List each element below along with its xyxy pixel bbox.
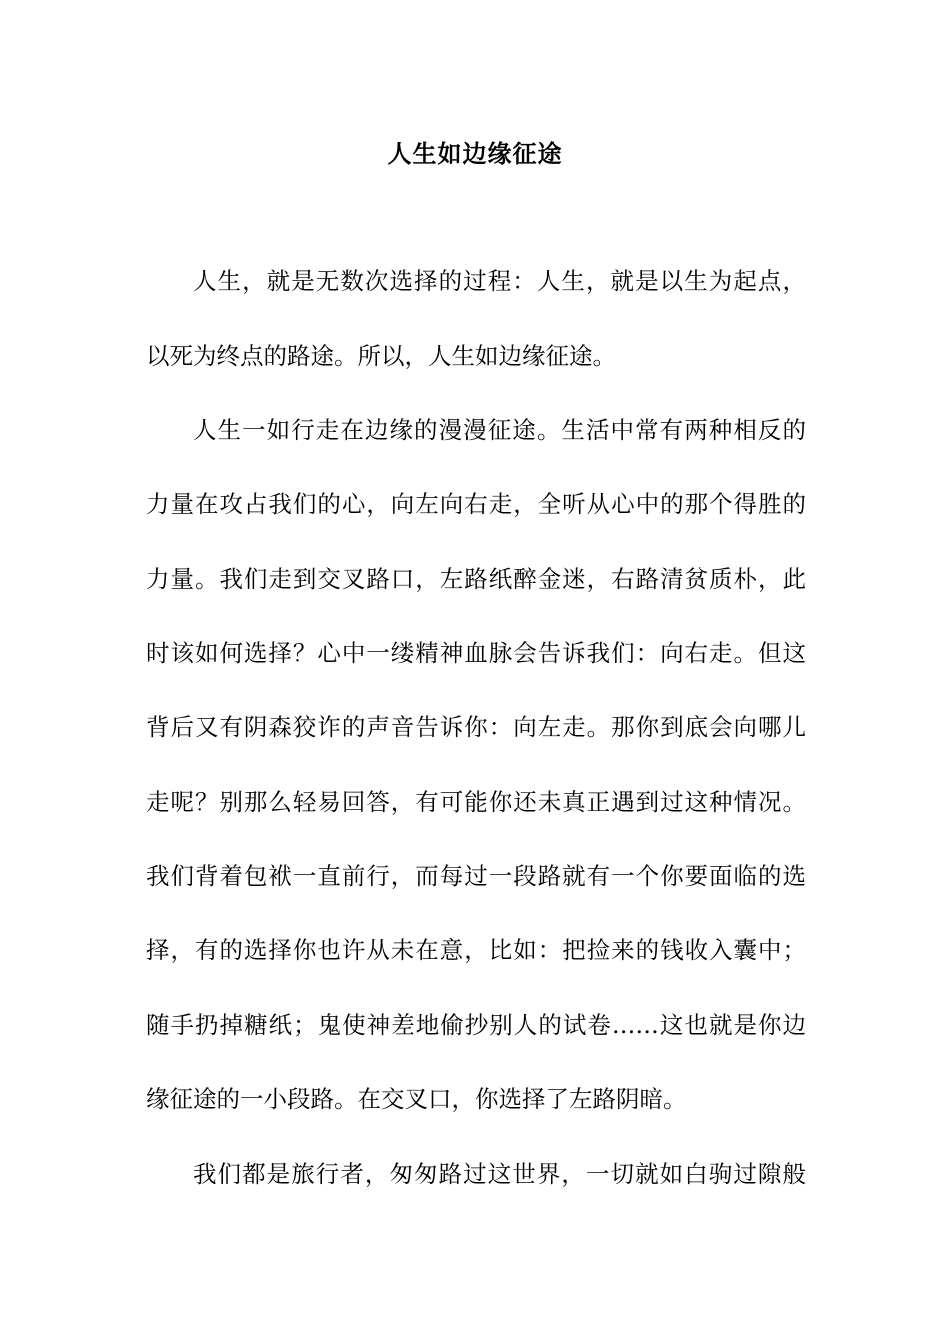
document-title: 人生如边缘征途 xyxy=(387,139,563,168)
text-line: 走呢？别那么轻易回答，有可能你还未真正遇到过这种情况。 xyxy=(146,788,806,816)
text-line: 以死为终点的路途。所以，人生如边缘征途。 xyxy=(146,342,616,370)
text-line: 背后又有阴森狡诈的声音告诉你：向左走。那你到底会向哪儿 xyxy=(146,713,806,741)
text-line: 随手扔掉糖纸；鬼使神差地偷抄别人的试卷……这也就是你边 xyxy=(146,1011,806,1039)
text-line: 力量在攻占我们的心，向左向右走，全听从心中的那个得胜的 xyxy=(146,490,806,518)
text-line: 力量。我们走到交叉路口，左路纸醉金迷，右路清贫质朴，此 xyxy=(146,565,806,593)
text-line: 人生，就是无数次选择的过程：人生，就是以生为起点， xyxy=(193,267,806,295)
text-line: 时该如何选择？心中一缕精神血脉会告诉我们：向右走。但这 xyxy=(146,639,806,667)
text-line: 缘征途的一小段路。在交叉口，你选择了左路阴暗。 xyxy=(146,1085,687,1113)
text-line: 择，有的选择你也许从未在意，比如：把捡来的钱收入囊中； xyxy=(146,936,806,964)
text-line: 人生一如行走在边缘的漫漫征途。生活中常有两种相反的 xyxy=(193,416,806,444)
text-line: 我们都是旅行者，匆匆路过这世界，一切就如白驹过隙般 xyxy=(193,1160,806,1188)
text-line: 我们背着包袱一直前行，而每过一段路就有一个你要面临的选 xyxy=(146,862,806,890)
